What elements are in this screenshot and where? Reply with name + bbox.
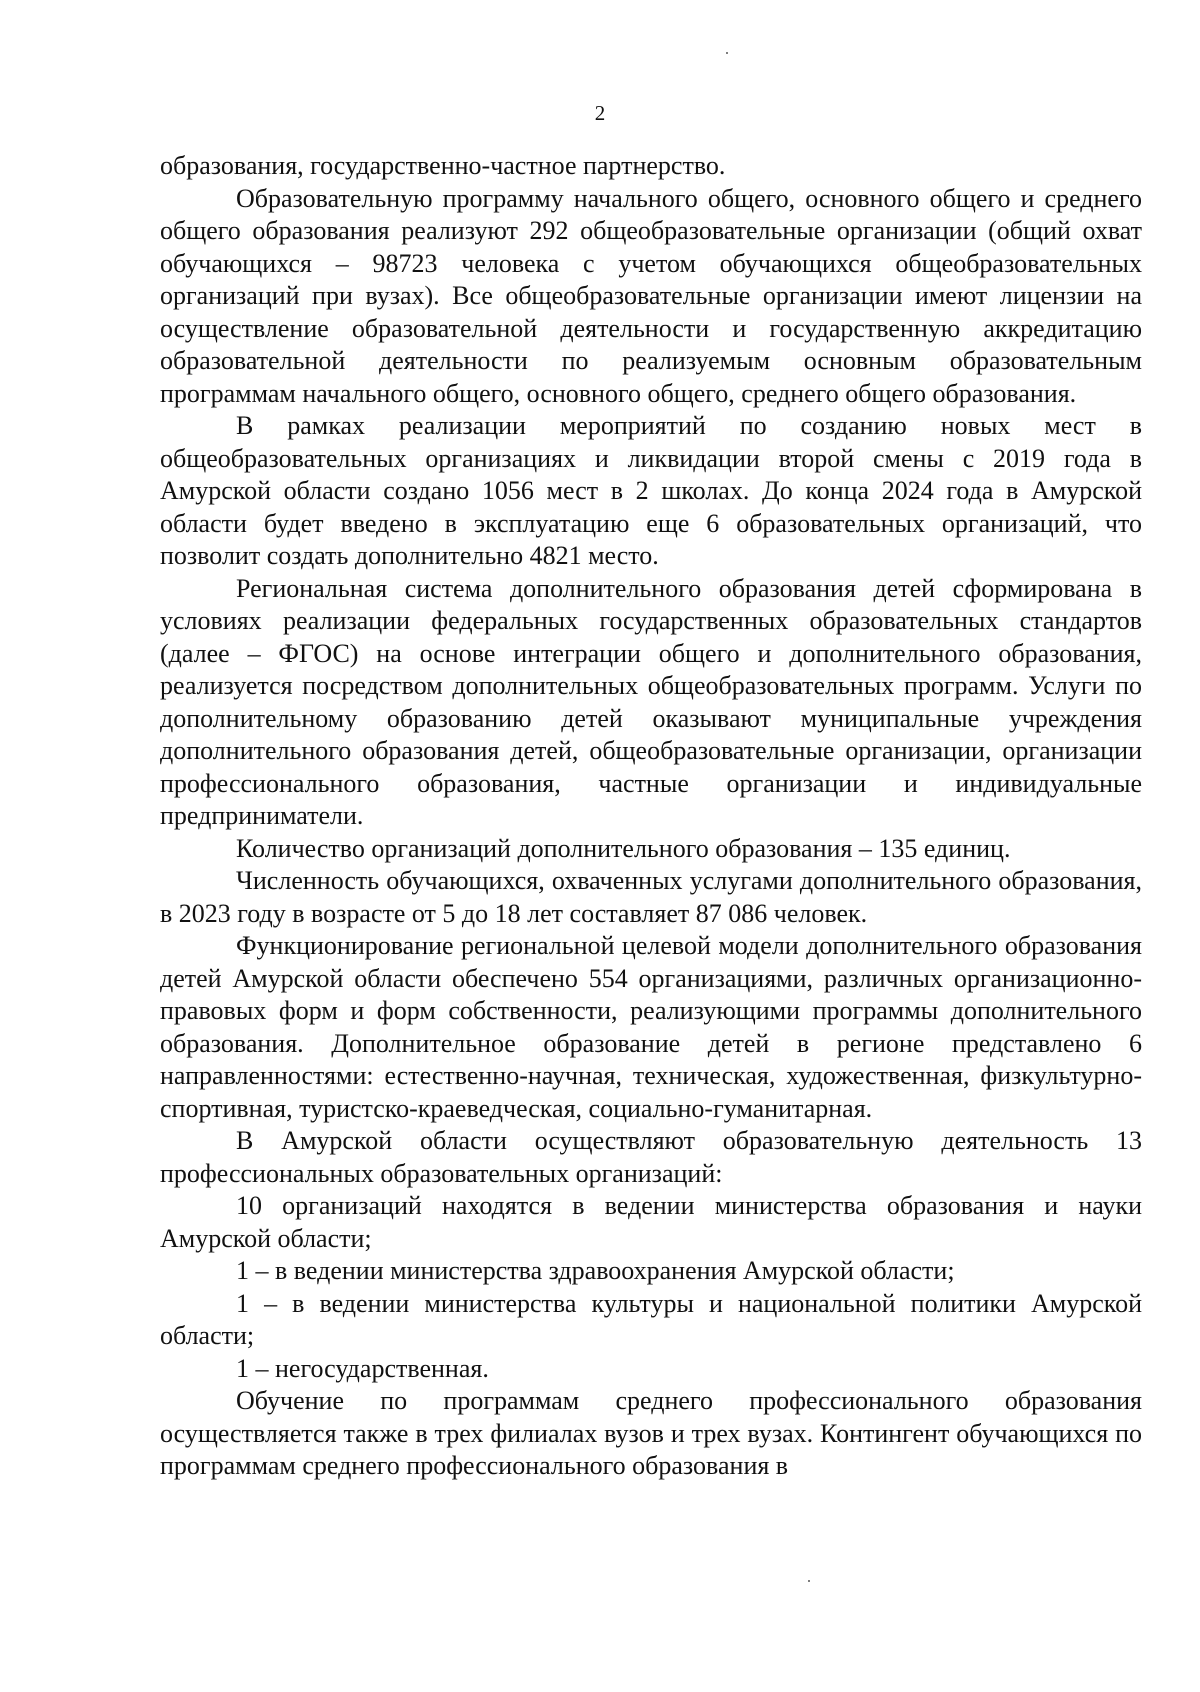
list-item-non-state: 1 – негосударственная. — [236, 1353, 489, 1383]
list-item-health-ministry: 1 – в ведении министерства здравоохранения Амурской области; — [236, 1256, 955, 1285]
page-number: 2 — [594, 101, 606, 125]
list-item-culture-ministry: 1 – в ведении министерства культуры и национальной политики Амурской области; — [160, 1288, 1142, 1350]
paragraph-additional-education-system: Региональная система дополнительного образования детей сформирована в условиях реализации федеральных государственных образовательных стандартов (далее – ФГОС) на основе интеграции общего и дополнительного образования, реализуется посредством дополнительных общеобразовательных программ. Услуги по дополнительному образованию детей оказывают муниципальные учреждения дополнительного образования детей, общеобразовательные организации, организации профессионального образования, частные организации и индивидуальные предприниматели. — [160, 573, 1142, 830]
paragraph-target-model: Функционирование региональной целевой модели дополнительного образования детей Амурской области обеспечено 554 организациями, различных организационно-правовых форм и форм собственности, реализующими программы дополнительного образования. Дополнительное образование детей в регионе представлено 6 направленностями: естественно-научная, техническая, художественная, физкультурно-спортивная, туристско-краеведческая, социально-гуманитарная. — [160, 931, 1142, 1123]
paragraph-new-places: В рамках реализации мероприятий по созданию новых мест в общеобразовательных организациях и ликвидации второй смены с 2019 года в Амурской области создано 1056 мест в 2 школах. До конца 2024 года в Амурской области будет введено в эксплуатацию еще 6 образовательных организаций, что позволит создать дополнительно 4821 место. — [160, 411, 1142, 570]
document-body — [160, 150, 1142, 1483]
paragraph-organization-count: Количество организаций дополнительного образования – 135 единиц. — [236, 833, 1011, 863]
paragraph-professional-organizations: В Амурской области осуществляют образовательную деятельность 13 профессиональных образовательных организаций: — [160, 1126, 1142, 1188]
scan-speck — [726, 52, 728, 54]
paragraph-spo-training: Обучение по программам среднего профессионального образования осуществляется также в трех филиалах вузов и трех вузах. Контингент обучающихся по программам среднего профессионального образования в — [160, 1386, 1142, 1480]
paragraph-general-education: Образовательную программу начального общего, основного общего и среднего общего образования реализуют 292 общеобразовательные организации (общий охват обучающихся – 98723 человека с учетом обучающихся общеобразовательных организаций при вузах). Все общеобразовательные организации имеют лицензии на осуществление образовательной деятельности и государственную аккредитацию образовательной деятельности по реализуемым основным образовательным программам начального общего, основного общего, среднего общего образования. — [160, 183, 1142, 408]
scan-speck — [808, 1580, 810, 1582]
list-item-education-ministry: 10 организаций находятся в ведении министерства образования и науки Амурской области; — [160, 1191, 1142, 1253]
paragraph-student-count: Численность обучающихся, охваченных услугами дополнительного образования, в 2023 году в возрасте от 5 до 18 лет составляет 87 086 человек. — [160, 866, 1142, 928]
paragraph-continuation: образования, государственно-частное партнерство. — [160, 151, 726, 180]
